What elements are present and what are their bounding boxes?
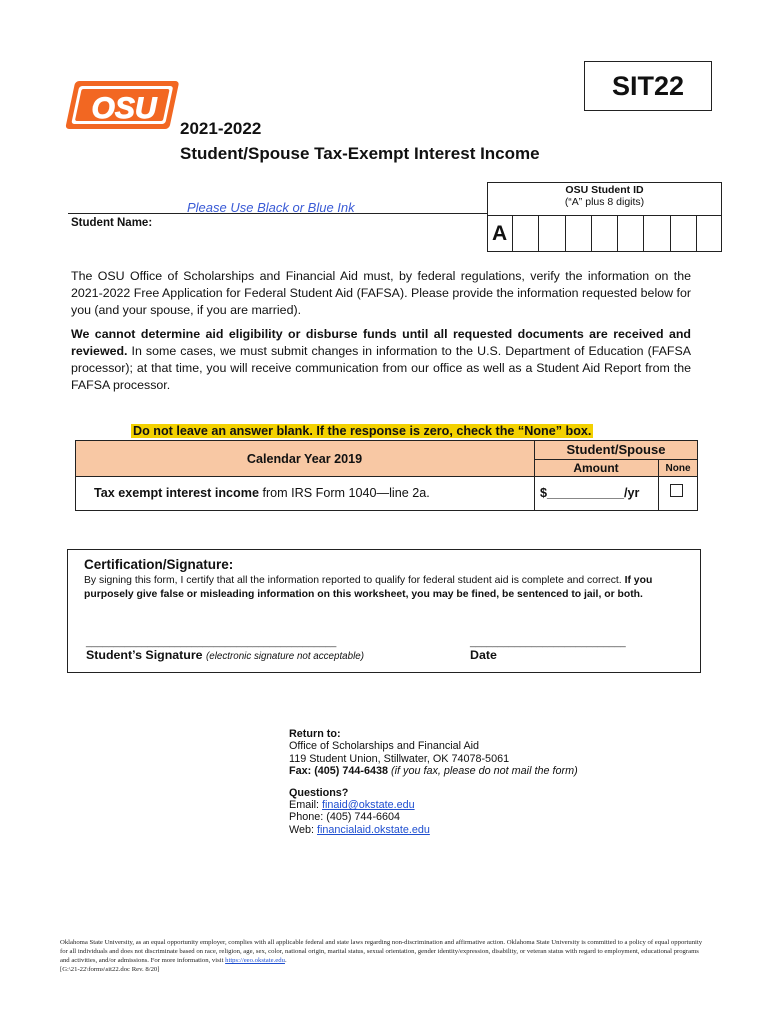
fax-note: (if you fax, please do not mail the form) [391, 765, 578, 778]
web-link[interactable]: financialaid.okstate.edu [317, 823, 430, 836]
footer-text: Oklahoma State University, as an equal opportunity employer, complies with all applicable federal and state laws regarding non-discrimination and affirmative action. Oklahoma State University is committed to a policy of equal opportunity for all individuals and does not discriminate based on race, religion, age, sex, color, national origin, marital status, sexual orientation, gender identity/expression, disability, or veteran status with regard to employment, educational programs and activities, and/or admissions. For more information, visit [60, 939, 703, 964]
intro-paragraph: The OSU Office of Scholarships and Financial Aid must, by federal regulations, verify the information on the 2021-2022 Free Application for Federal Student Aid (FAFSA). Please provide the information requested below for you (and your spouse, if you are married). [71, 269, 691, 317]
eligibility-text: In some cases, we must submit changes in information to the U.S. Department of Education (FAFSA processor); at that time, you will receive communication from our office as well as a Student Aid Report from the FAFSA processor. [71, 344, 691, 392]
student-id-header [487, 184, 722, 208]
signature-label [86, 648, 364, 662]
academic-year: 2021-2022 [180, 119, 262, 138]
student-id-prefix: A [492, 222, 508, 245]
email-label: Email: [289, 799, 322, 812]
ink-note: Please Use Black or Blue Ink [187, 200, 355, 215]
table-divider [534, 459, 698, 460]
student-id-digit-5[interactable] [617, 216, 643, 252]
student-name-divider [68, 213, 487, 214]
student-id-digit-3[interactable] [565, 216, 591, 252]
amount-header: Amount [573, 461, 619, 475]
eligibility-bold: We cannot determine aid eligibility or disburse funds until all requested documents are received and reviewed. [71, 327, 691, 358]
tax-exempt-label-bold: Tax exempt interest income [94, 486, 259, 500]
footer-disclaimer [60, 938, 710, 974]
student-id-digit-6[interactable] [643, 216, 669, 252]
fax-number: Fax: (405) 744-6438 [289, 765, 389, 778]
date-label: Date [470, 648, 497, 662]
osu-logo [64, 78, 180, 132]
student-id-digit-4[interactable] [591, 216, 617, 252]
eeo-link[interactable]: https://eeo.okstate.edu [225, 957, 285, 964]
certification-warning: If you purposely give false or misleading information on this worksheet, you may be fined, be sentenced to jail, or both. [84, 575, 653, 600]
student-id-digit-7[interactable] [670, 216, 696, 252]
none-header: None [665, 463, 691, 474]
calendar-year-header: Calendar Year 2019 [246, 452, 363, 466]
student-id-label: OSU Student ID [565, 184, 644, 196]
tax-exempt-label-text: from IRS Form 1040—line 2a. [258, 486, 430, 500]
student-id-hint: (“A” plus 8 digits) [564, 196, 645, 208]
student-name-label: Student Name: [71, 217, 153, 229]
signature-label-text: Student’s Signature [86, 648, 203, 662]
return-to-label: Return to: [289, 728, 341, 740]
student-spouse-header: Student/Spouse [566, 442, 666, 457]
certification-text [84, 574, 689, 601]
student-id-digit-2[interactable] [538, 216, 564, 252]
eligibility-paragraph [71, 326, 691, 394]
date-line[interactable]: ____________________________ [470, 637, 626, 648]
office-name: Office of Scholarships and Financial Aid [289, 740, 480, 753]
email-link[interactable]: finaid@okstate.edu [322, 799, 415, 812]
amount-field[interactable]: $___________/yr [540, 486, 640, 500]
tax-exempt-row-label [94, 486, 430, 500]
return-info [289, 728, 578, 836]
form-id-box: SIT22 [584, 61, 712, 111]
none-checkbox[interactable] [670, 484, 683, 497]
student-id-digit-1[interactable] [512, 216, 538, 252]
form-title: Student/Spouse Tax-Exempt Interest Income [180, 144, 540, 163]
phone-number: Phone: (405) 744-6604 [289, 811, 401, 824]
svg-text:OSU: OSU [91, 92, 157, 125]
student-id-digit-8[interactable] [696, 216, 722, 252]
web-label: Web: [289, 823, 318, 836]
certification-heading: Certification/Signature: [84, 557, 234, 572]
student-id-cells [487, 215, 722, 252]
footer-text-end: . [284, 957, 287, 964]
questions-label: Questions? [289, 786, 349, 799]
office-address: 119 Student Union, Stillwater, OK 74078-5061 [289, 752, 510, 765]
signature-line[interactable]: _____________________________________________ [86, 637, 337, 648]
blank-warning: Do not leave an answer blank. If the response is zero, check the “None” box. [133, 424, 592, 438]
signature-note: (electronic signature not acceptable) [206, 651, 364, 662]
document-reference: [G:\21-22\forms\sit22.doc Rev. 8/20] [60, 966, 160, 973]
certification-statement: By signing this form, I certify that all the information reported to qualify for federal student aid is complete and correct. [84, 575, 625, 586]
